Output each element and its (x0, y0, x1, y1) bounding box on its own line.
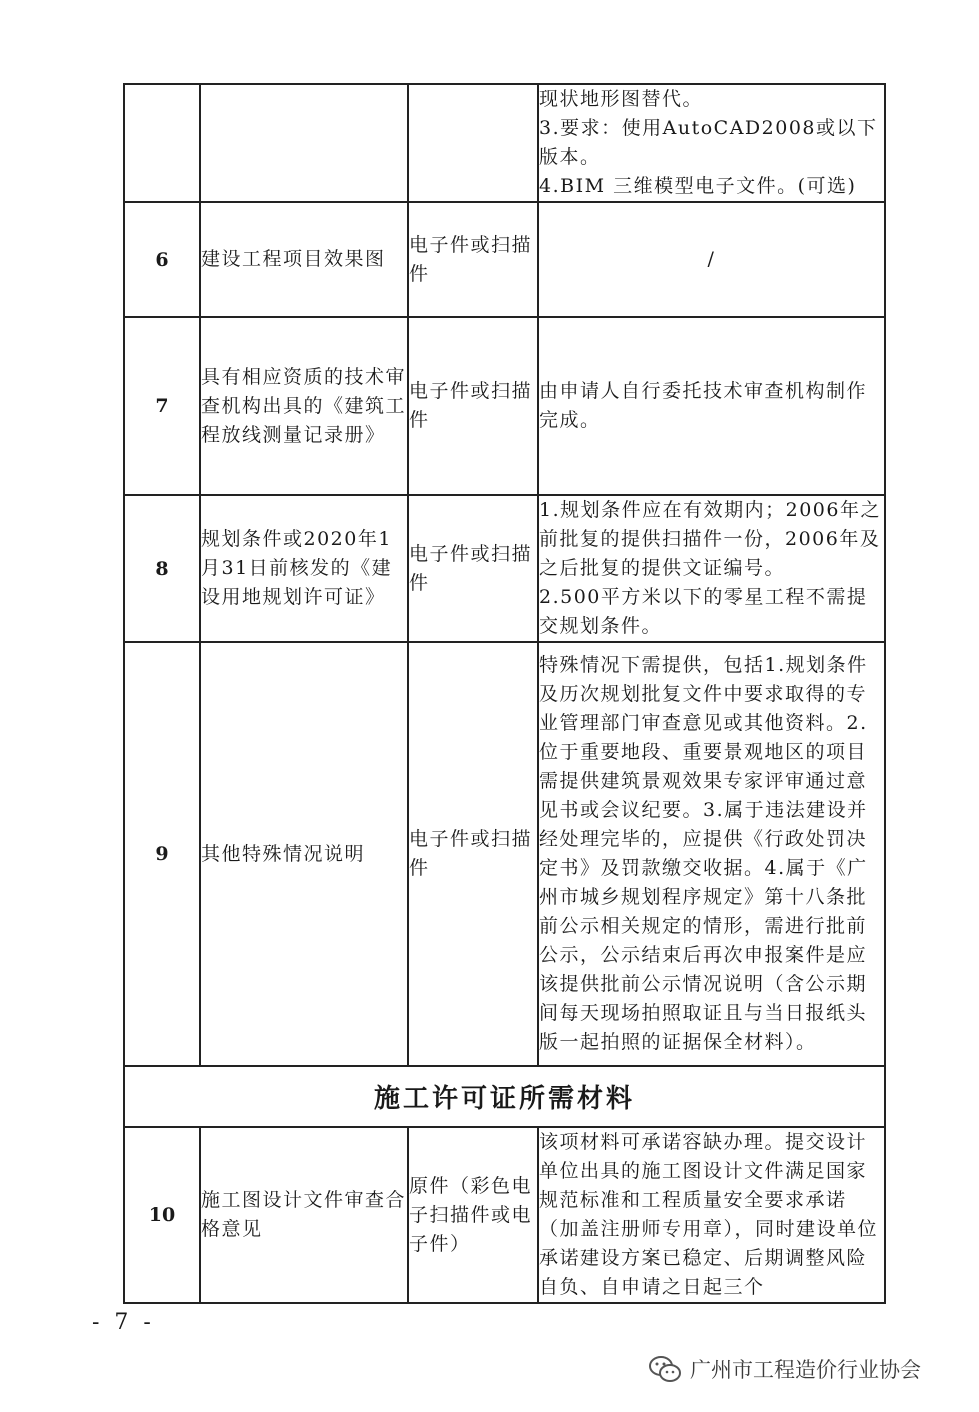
watermark (648, 1354, 921, 1384)
table-row (124, 642, 885, 1066)
table-row (124, 317, 885, 495)
material-name: 建设工程项目效果图 (200, 202, 408, 317)
row-number: 6 (124, 202, 200, 317)
material-name (200, 84, 408, 202)
row-number: 9 (124, 642, 200, 1066)
material-name: 规划条件或2020年1月31日前核发的《建设用地规划许可证》 (200, 495, 408, 642)
table-row (124, 84, 885, 202)
page-number: - 7 - (92, 1310, 155, 1335)
wechat-icon (648, 1354, 682, 1384)
material-form: 电子件或扫描件 (408, 202, 538, 317)
table-row (124, 1127, 885, 1303)
material-name: 施工图设计文件审查合格意见 (200, 1127, 408, 1303)
table-row (124, 495, 885, 642)
table-row (124, 202, 885, 317)
material-note: 1.规划条件应在有效期内；2006年之前批复的提供扫描件一份，2006年及之后批复的提供文证编号。 2.500平方米以下的零星工程不需提交规划条件。 (538, 495, 885, 642)
section-title: 施工许可证所需材料 (124, 1066, 885, 1127)
material-form (408, 84, 538, 202)
row-number: 8 (124, 495, 200, 642)
material-form: 原件（彩色电子扫描件或电子件） (408, 1127, 538, 1303)
material-note: 特殊情况下需提供，包括1.规划条件及历次规划批复文件中要求取得的专业管理部门审查意见或其他资料。2.位于重要地段、重要景观地区的项目需提供建筑景观效果专家评审通过意见书或会议纪要。3.属于违法建设并经处理完毕的，应提供《行政处罚决定书》及罚款缴交收据。4.属于《广州市城乡规划程序规定》第十八条批前公示相关规定的情形，需进行批前公示，公示结束后再次申报案件是应该提供批前公示情况说明（含公示期间每天现场拍照取证且与当日报纸头版一起拍照的证据保全材料）。 (538, 642, 885, 1066)
row-number: 7 (124, 317, 200, 495)
section-row (124, 1066, 885, 1127)
row-number (124, 84, 200, 202)
material-form: 电子件或扫描件 (408, 642, 538, 1066)
watermark-text: 广州市工程造价行业协会 (690, 1358, 921, 1382)
row-number: 10 (124, 1127, 200, 1303)
materials-table (123, 83, 886, 1304)
material-note: 由申请人自行委托技术审查机构制作完成。 (538, 317, 885, 495)
material-note: 该项材料可承诺容缺办理。提交设计单位出具的施工图设计文件满足国家规范标准和工程质量安全要求承诺（加盖注册师专用章），同时建设单位承诺建设方案已稳定、后期调整风险自负、自申请之日起三个 (538, 1127, 885, 1303)
material-form: 电子件或扫描件 (408, 495, 538, 642)
material-form: 电子件或扫描件 (408, 317, 538, 495)
material-name: 具有相应资质的技术审查机构出具的《建筑工程放线测量记录册》 (200, 317, 408, 495)
material-name: 其他特殊情况说明 (200, 642, 408, 1066)
material-note: 现状地形图替代。 3.要求：使用AutoCAD2008或以下版本。 4.BIM 三维模型电子文件。(可选) (538, 84, 885, 202)
material-note: / (538, 202, 885, 317)
